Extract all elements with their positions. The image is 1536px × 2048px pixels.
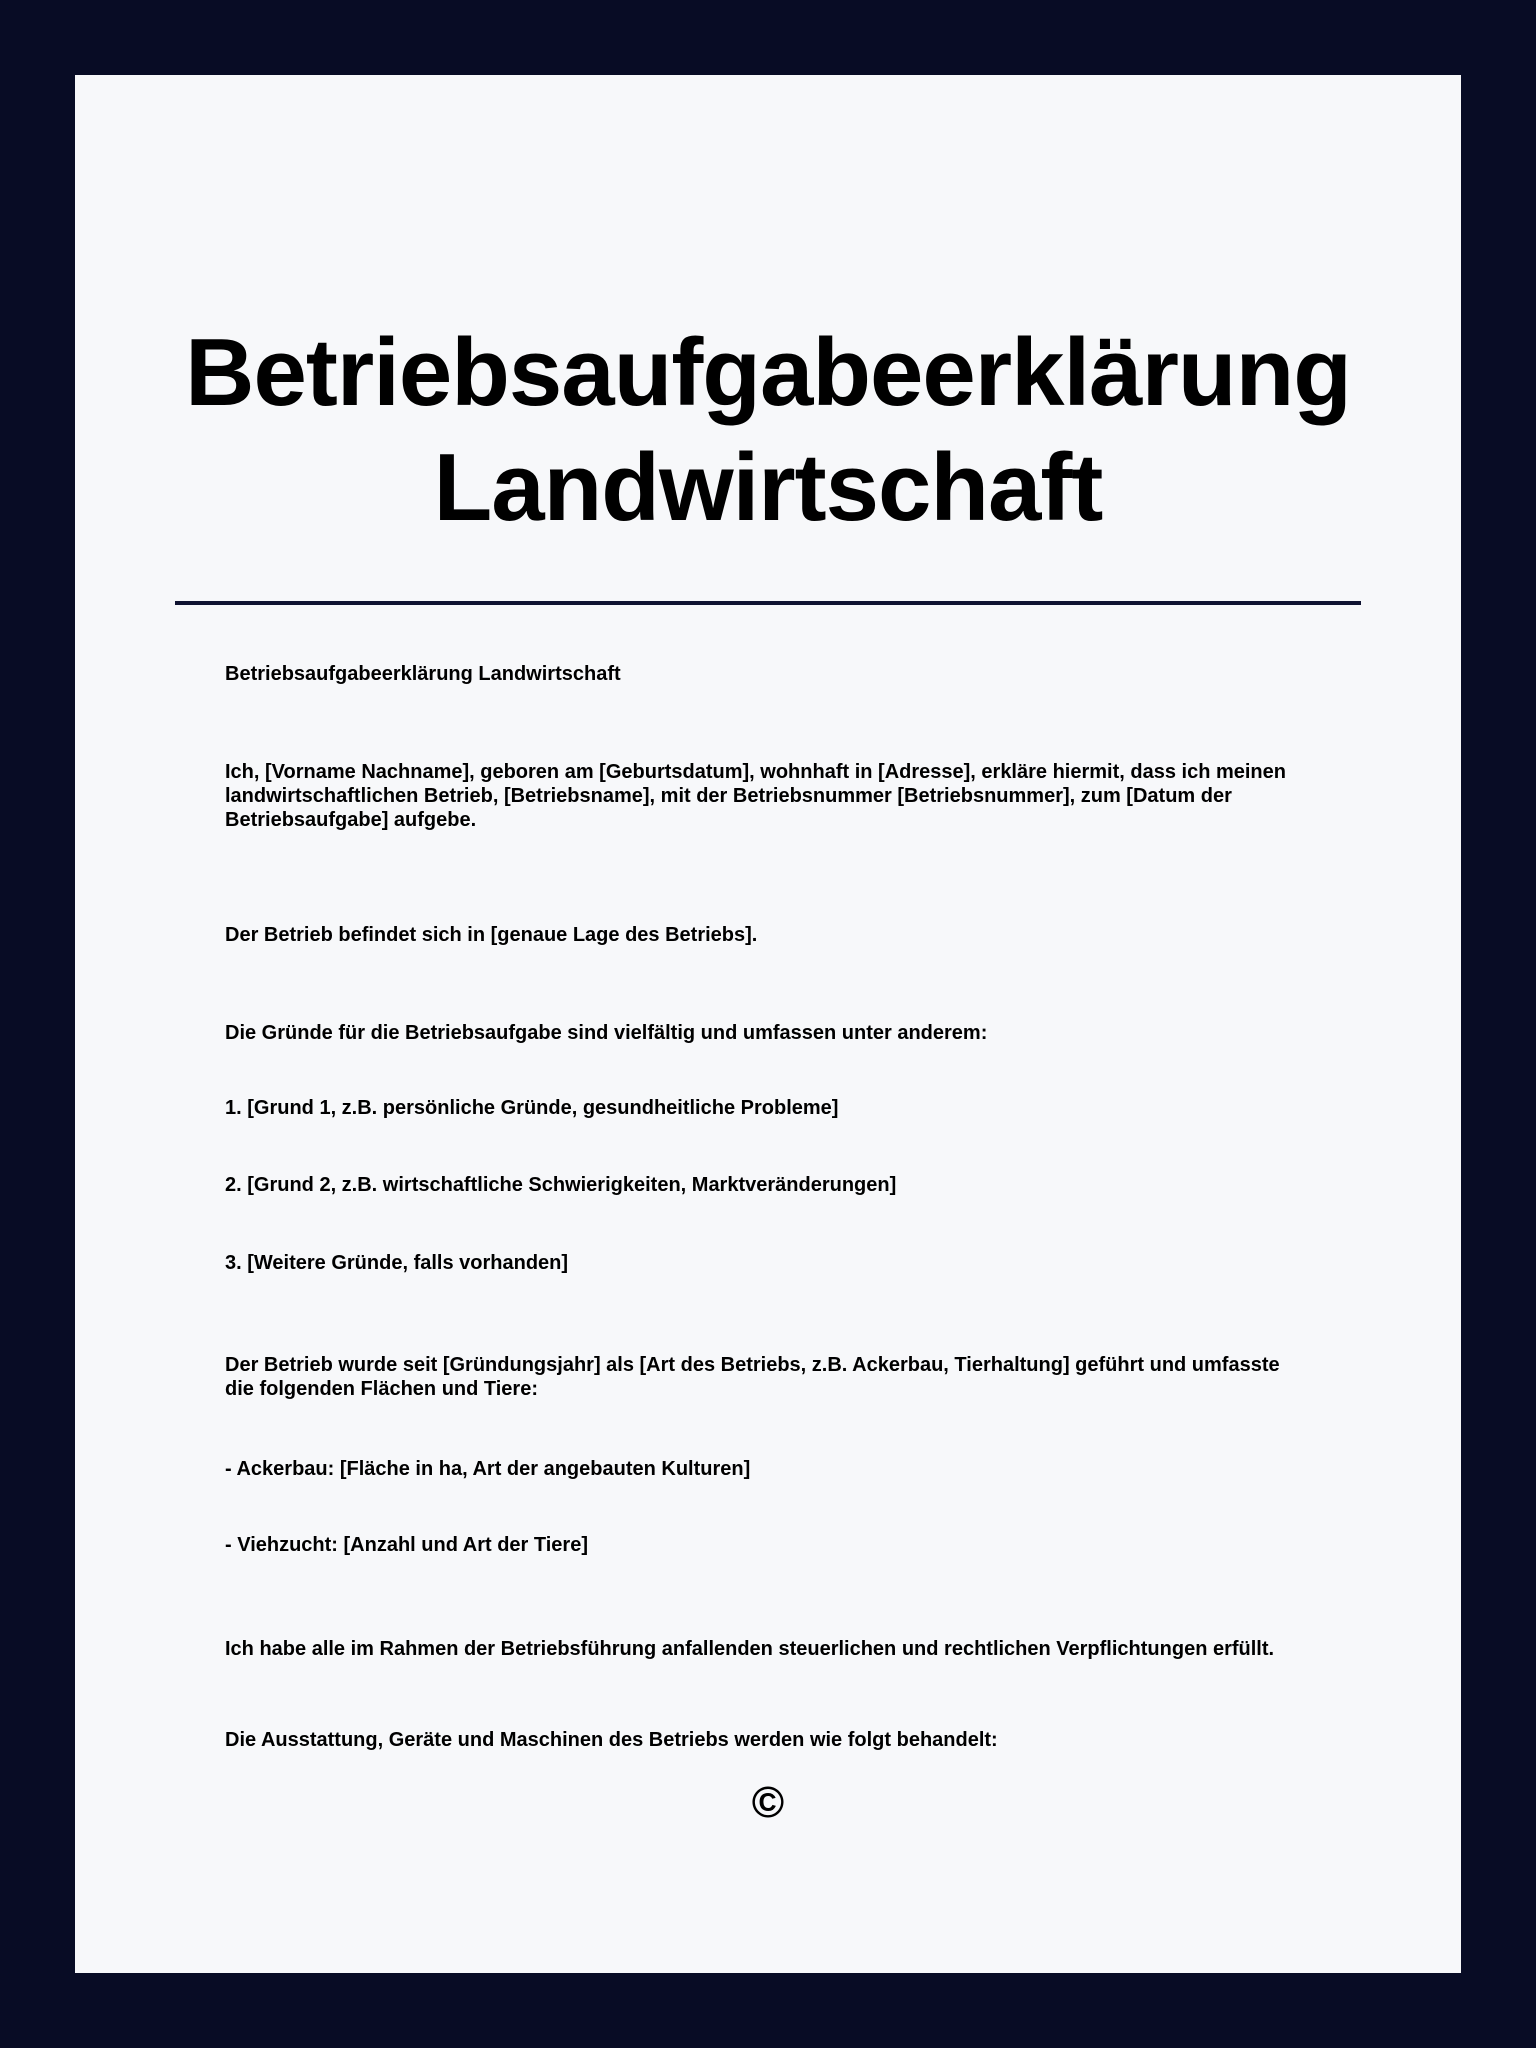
document-page bbox=[75, 75, 1461, 1973]
paragraph-declaration: Ich, [Vorname Nachname], geboren am [Geburtsdatum], wohnhaft in [Adresse], erkläre hiermit, dass ich meinen landwirtschaftlichen Betrieb, [Betriebsname], mit der Betriebsnummer [Betriebsnummer], zum [Datum der Betriebsaufgabe] aufgebe. bbox=[225, 761, 1286, 831]
document-title-line2: Landwirtschaft bbox=[433, 434, 1103, 541]
list-item-reason-1: 1. [Grund 1, z.B. persönliche Gründe, gesundheitliche Probleme] bbox=[225, 1097, 839, 1119]
paragraph-equipment: Die Ausstattung, Geräte und Maschinen des Betriebs werden wie folgt behandelt: bbox=[225, 1729, 998, 1751]
list-item-reason-2: 2. [Grund 2, z.B. wirtschaftliche Schwierigkeiten, Marktveränderungen] bbox=[225, 1174, 897, 1196]
document-subtitle: Betriebsaufgabeerklärung Landwirtschaft bbox=[225, 663, 621, 685]
list-item-ackerbau: - Ackerbau: [Fläche in ha, Art der angebauten Kulturen] bbox=[225, 1458, 751, 1480]
paragraph-reasons-intro: Die Gründe für die Betriebsaufgabe sind vielfältig und umfassen unter anderem: bbox=[225, 1022, 988, 1044]
paragraph-location: Der Betrieb befindet sich in [genaue Lage des Betriebs]. bbox=[225, 924, 758, 946]
document-title bbox=[75, 315, 1461, 545]
paragraph-farm-history: Der Betrieb wurde seit [Gründungsjahr] als [Art des Betriebs, z.B. Ackerbau, Tierhaltung] geführt und umfasste die folgenden Flächen und Tiere: bbox=[225, 1354, 1280, 1400]
document-title-line1: Betriebsaufgabeerklärung bbox=[185, 319, 1351, 426]
copyright-icon: © bbox=[751, 1778, 785, 1827]
title-divider bbox=[175, 601, 1361, 605]
list-item-reason-3: 3. [Weitere Gründe, falls vorhanden] bbox=[225, 1252, 569, 1274]
paragraph-obligations: Ich habe alle im Rahmen der Betriebsführung anfallenden steuerlichen und rechtlichen Verpflichtungen erfüllt. bbox=[225, 1638, 1275, 1660]
list-item-viehzucht: - Viehzucht: [Anzahl und Art der Tiere] bbox=[225, 1534, 588, 1556]
document-body bbox=[75, 662, 1461, 1828]
